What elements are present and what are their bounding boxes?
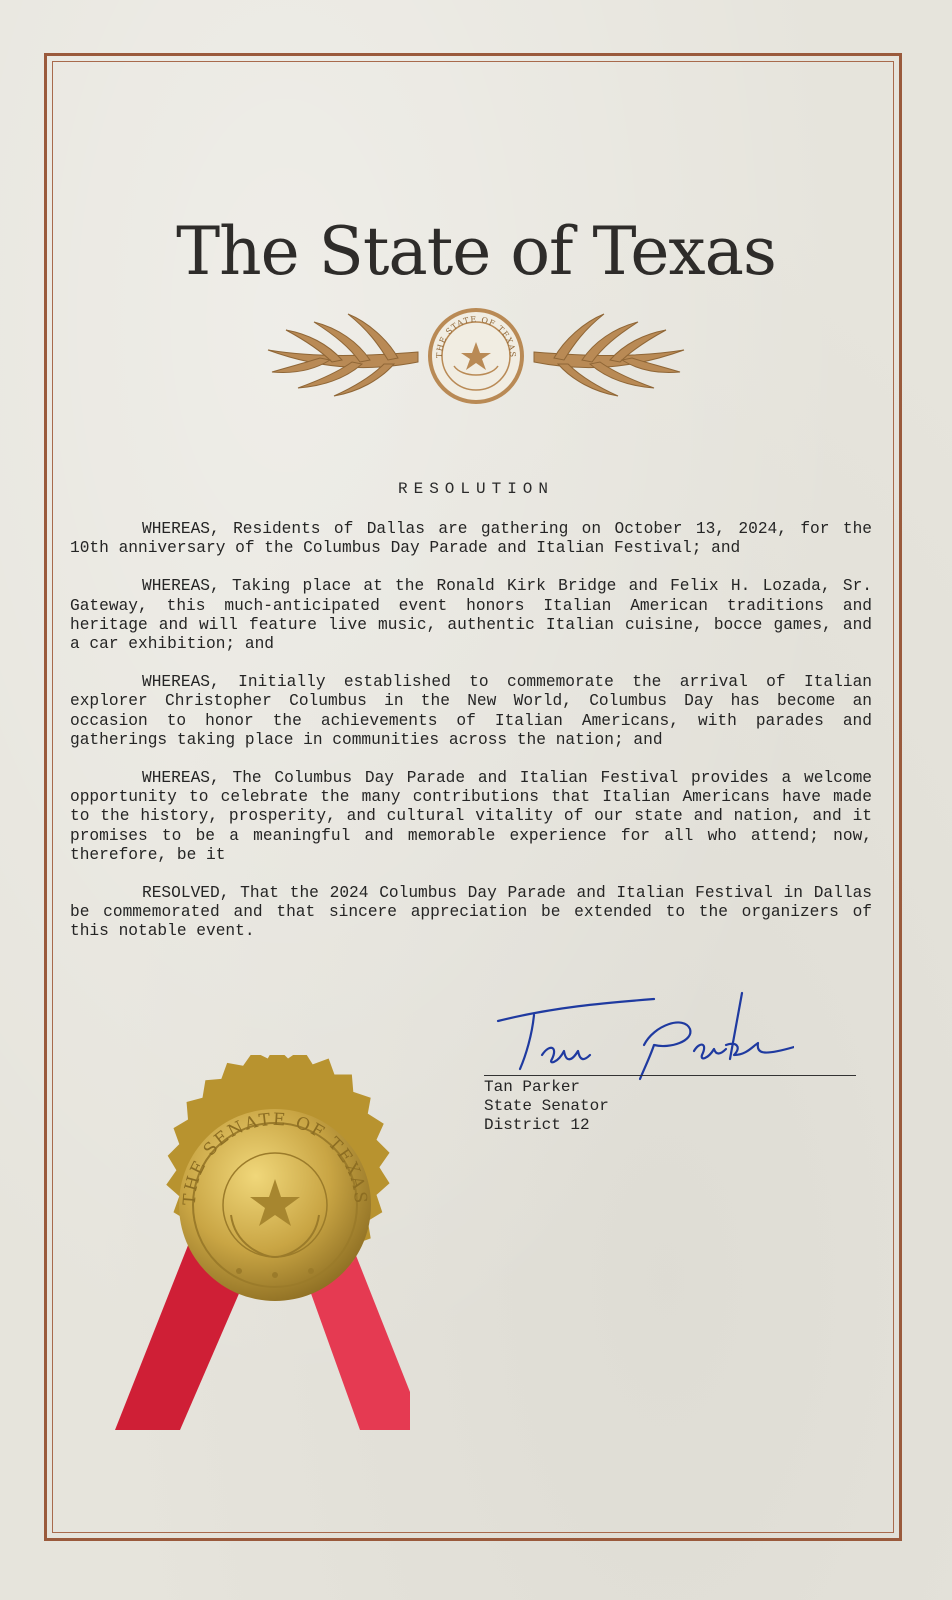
- resolved-paragraph: RESOLVED, That the 2024 Columbus Day Parade and Italian Festival in Dallas be commemorated and that sincere appreciation be extended to the organizers of this notable event.: [70, 884, 872, 941]
- whereas-paragraph-4: WHEREAS, The Columbus Day Parade and Italian Festival provides a welcome opportunity to celebrate the many contributions that Italian Americans have made to the history, prosperity, and cultural vitality of our state and nation, and it promises to be a meaningful and memorable experience for all who attend; now, therefore, be it: [70, 769, 872, 864]
- signature-line: [484, 1075, 856, 1076]
- resolution-heading: RESOLUTION: [397, 480, 554, 498]
- handwritten-signature: [494, 985, 794, 1085]
- signatory-title: State Senator: [484, 1097, 609, 1115]
- document-title: The State of Texas: [176, 213, 776, 290]
- signatory-name: Tan Parker: [484, 1078, 581, 1096]
- state-seal-ornament: [258, 300, 694, 410]
- whereas-paragraph-1: WHEREAS, Residents of Dallas are gathering on October 13, 2024, for the 10th anniversary of the Columbus Day Parade and Italian Festival; and: [70, 520, 872, 558]
- resolution-body: [70, 520, 872, 961]
- senate-gold-seal: [110, 1055, 410, 1465]
- whereas-paragraph-3: WHEREAS, Initially established to commemorate the arrival of Italian explorer Christopher Columbus in the New World, Columbus Day has become an occasion to honor the achievements of Italian Americans, with parades and gatherings taking place in communities across the nation; and: [70, 673, 872, 749]
- signature-block: [484, 1078, 609, 1135]
- senate-seal-text: THE SENATE OF TEXAS: [179, 1109, 371, 1206]
- whereas-paragraph-2: WHEREAS, Taking place at the Ronald Kirk Bridge and Felix H. Lozada, Sr. Gateway, this much-anticipated event honors Italian American traditions and heritage and will feature live music, authentic Italian cuisine, bocce games, and a car exhibition; and: [70, 577, 872, 654]
- signatory-district: District 12: [484, 1116, 590, 1134]
- state-seal-text: THE STATE OF TEXAS: [434, 314, 518, 359]
